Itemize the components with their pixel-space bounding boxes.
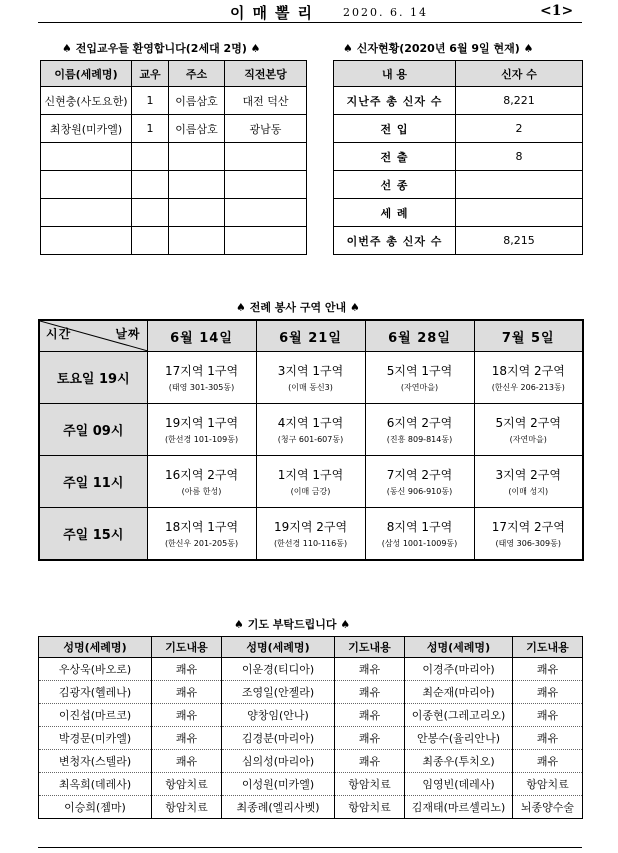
name-cell: 심의성(마리아) [222,750,335,773]
name-cell: 임영빈(데레사) [405,773,513,796]
prayer-title: ♠ 기도 부탁드립니다 ♠ [234,618,351,631]
zone-detail: (진흥 809-814동) [386,435,453,444]
table-row [39,796,583,819]
prayer-cell: 쾌유 [152,750,222,773]
time-cell: 토요일 19시 [39,352,147,404]
zone-text: 18지역 2구역 [491,364,565,378]
prayer-cell: 쾌유 [152,704,222,727]
stat-label: 이번주 총 신자 수 [334,227,456,255]
zone-detail: (동신 906-910동) [386,487,453,496]
stat-value: 8 [456,143,583,171]
date-header: 6월 14일 [147,320,256,352]
table-row [41,227,307,255]
zone-detail: (태영 301-305동) [168,383,235,392]
table-row [334,227,583,255]
name-cell: 박경문(미카엘) [39,727,152,750]
prayer-header-row [39,637,583,658]
zone-detail: (이매 금강) [290,487,331,496]
prayer-cell: 쾌유 [152,681,222,704]
name-cell: 양창임(안나) [222,704,335,727]
zone-text: 3지역 2구역 [495,468,561,482]
zone-text: 5지역 2구역 [495,416,561,430]
parish-cell: 대전 덕산 [225,87,307,115]
table-row [41,115,307,143]
area-cell [474,404,583,456]
table-row [39,456,583,508]
stat-label: 전 입 [334,115,456,143]
zone-text: 16지역 2구역 [164,468,239,482]
name-cell: 이운경(티디아) [222,658,335,681]
col-header: 기도내용 [152,637,222,658]
stat-value: 8,221 [456,87,583,115]
table-row [334,115,583,143]
table-row [334,143,583,171]
name-cell: 최종례(엘리사벳) [222,796,335,819]
area-cell [147,352,256,404]
stat-label: 지난주 총 신자 수 [334,87,456,115]
parish-cell: 광남동 [225,115,307,143]
table-row [334,171,583,199]
col-header: 성명(세례명) [39,637,152,658]
prayer-cell: 쾌유 [335,658,405,681]
stat-value [456,171,583,199]
table-row [334,199,583,227]
prayer-cell: 항암치료 [335,773,405,796]
zone-detail: (한신우 206-213동) [491,383,565,392]
prayer-cell: 쾌유 [513,704,583,727]
zone-text: 6지역 2구역 [386,416,453,430]
table-row [39,508,583,561]
areas-table [38,319,584,561]
time-label: 시간 [46,327,72,341]
area-cell [256,456,365,508]
stat-label: 세 례 [334,199,456,227]
name-cell: 신현충(사도요한) [41,87,132,115]
col-header: 신자 수 [456,61,583,87]
prayer-cell: 쾌유 [335,681,405,704]
prayer-cell: 쾌유 [335,727,405,750]
prayer-cell: 쾌유 [513,750,583,773]
name-cell: 이승희(젬마) [39,796,152,819]
name-cell: 안봉수(율리안나) [405,727,513,750]
zone-text: 19지역 1구역 [164,416,239,430]
name-cell: 이진섭(마르코) [39,704,152,727]
zone-detail: (이매 동신3) [288,383,333,392]
time-cell: 주일 15시 [39,508,147,561]
name-cell: 김경분(마리아) [222,727,335,750]
name-cell: 우상욱(바오로) [39,658,152,681]
date-header: 6월 28일 [365,320,474,352]
table-row [41,143,307,171]
prayer-cell: 항암치료 [513,773,583,796]
name-cell: 김재태(마르셀리노) [405,796,513,819]
zone-text: 8지역 1구역 [386,520,453,534]
prayer-cell: 항암치료 [152,796,222,819]
zone-text: 17지역 2구역 [491,520,565,534]
name-cell: 최순재(마리아) [405,681,513,704]
zone-detail: (한선경 110-116동) [273,539,348,548]
zone-text: 19지역 2구역 [273,520,348,534]
zone-detail: (자연마을) [400,383,439,392]
newcomers-title: ♠ 전입교우들 환영합니다(2세대 2명) ♠ [62,42,261,55]
zone-detail: (한선경 101-109동) [164,435,239,444]
area-cell [147,404,256,456]
name-cell: 김광자(헬레나) [39,681,152,704]
col-header: 성명(세례명) [222,637,335,658]
address-cell: 이름삼호 [169,87,225,115]
zone-text: 5지역 1구역 [386,364,453,378]
col-header: 교우 [132,61,169,87]
table-row [39,658,583,681]
count-cell: 1 [132,115,169,143]
col-header: 기도내용 [335,637,405,658]
bulletin-title: 이매뽈리 [230,4,320,22]
col-header: 내 용 [334,61,456,87]
zone-detail: (자연마을) [509,435,547,444]
zone-detail: (청구 601-607동) [277,435,344,444]
areas-title: ♠ 전례 봉사 구역 안내 ♠ [236,301,360,314]
newcomers-header-row [41,61,307,87]
stats-title: ♠ 신자현황(2020년 6월 9일 현재) ♠ [343,42,534,55]
zone-text: 18지역 1구역 [164,520,239,534]
footer-divider [38,847,582,848]
name-cell: 변청자(스텔라) [39,750,152,773]
zone-detail: (아름 한성) [181,487,222,496]
name-cell: 이경주(마리아) [405,658,513,681]
zone-text: 4지역 1구역 [277,416,344,430]
newcomers-table [40,60,307,255]
stat-label: 전 출 [334,143,456,171]
date-label: 날짜 [115,327,141,341]
address-cell: 이름삼호 [169,115,225,143]
name-cell: 조영일(안젤라) [222,681,335,704]
area-cell [365,508,474,561]
page-number: <1> [540,3,574,19]
table-row [41,171,307,199]
prayer-cell: 항암치료 [335,796,405,819]
zone-detail: (이매 성지) [508,487,549,496]
area-cell [147,456,256,508]
prayer-cell: 쾌유 [513,727,583,750]
zone-detail: (한신우 201-205동) [164,539,239,548]
area-cell [474,456,583,508]
stats-header-row [334,61,583,87]
zone-detail: (태영 306-309동) [495,539,561,548]
prayer-cell: 쾌유 [152,658,222,681]
table-row [39,773,583,796]
area-cell [474,508,583,561]
prayer-cell: 쾌유 [152,727,222,750]
zone-text: 7지역 2구역 [386,468,453,482]
prayer-table [38,636,583,819]
count-cell: 1 [132,87,169,115]
prayer-cell: 쾌유 [513,658,583,681]
stat-value [456,199,583,227]
col-header: 이름(세례명) [41,61,132,87]
table-row [39,727,583,750]
time-cell: 주일 09시 [39,404,147,456]
area-cell [256,404,365,456]
col-header: 기도내용 [513,637,583,658]
table-row [334,87,583,115]
table-row [41,199,307,227]
prayer-cell: 쾌유 [513,681,583,704]
stat-value: 2 [456,115,583,143]
date-header: 7월 5일 [474,320,583,352]
area-cell [365,404,474,456]
name-cell: 최종우(투치오) [405,750,513,773]
table-row [39,704,583,727]
table-row [39,681,583,704]
area-cell [256,352,365,404]
col-header: 직전본당 [225,61,307,87]
stat-label: 선 종 [334,171,456,199]
stat-value: 8,215 [456,227,583,255]
name-cell: 최창원(미카엘) [41,115,132,143]
table-row [41,87,307,115]
table-row [39,404,583,456]
prayer-cell: 항암치료 [152,773,222,796]
corner-cell [39,320,147,352]
zone-text: 17지역 1구역 [164,364,239,378]
col-header: 주소 [169,61,225,87]
prayer-cell: 쾌유 [335,750,405,773]
stats-table [333,60,583,255]
bulletin-date: 2020. 6. 14 [343,6,428,19]
prayer-cell: 뇌종양수술 [513,796,583,819]
name-cell: 이종현(그레고리오) [405,704,513,727]
header-divider [38,22,582,23]
table-row [39,750,583,773]
zone-text: 1지역 1구역 [277,468,344,482]
time-cell: 주일 11시 [39,456,147,508]
areas-header-row [39,320,583,352]
zone-detail: (삼성 1001-1009동) [381,539,458,548]
area-cell [365,456,474,508]
area-cell [256,508,365,561]
area-cell [474,352,583,404]
col-header: 성명(세례명) [405,637,513,658]
table-row [39,352,583,404]
prayer-cell: 쾌유 [335,704,405,727]
name-cell: 최옥희(데레사) [39,773,152,796]
name-cell: 이성원(미카엘) [222,773,335,796]
zone-text: 3지역 1구역 [277,364,344,378]
date-header: 6월 21일 [256,320,365,352]
area-cell [147,508,256,561]
area-cell [365,352,474,404]
